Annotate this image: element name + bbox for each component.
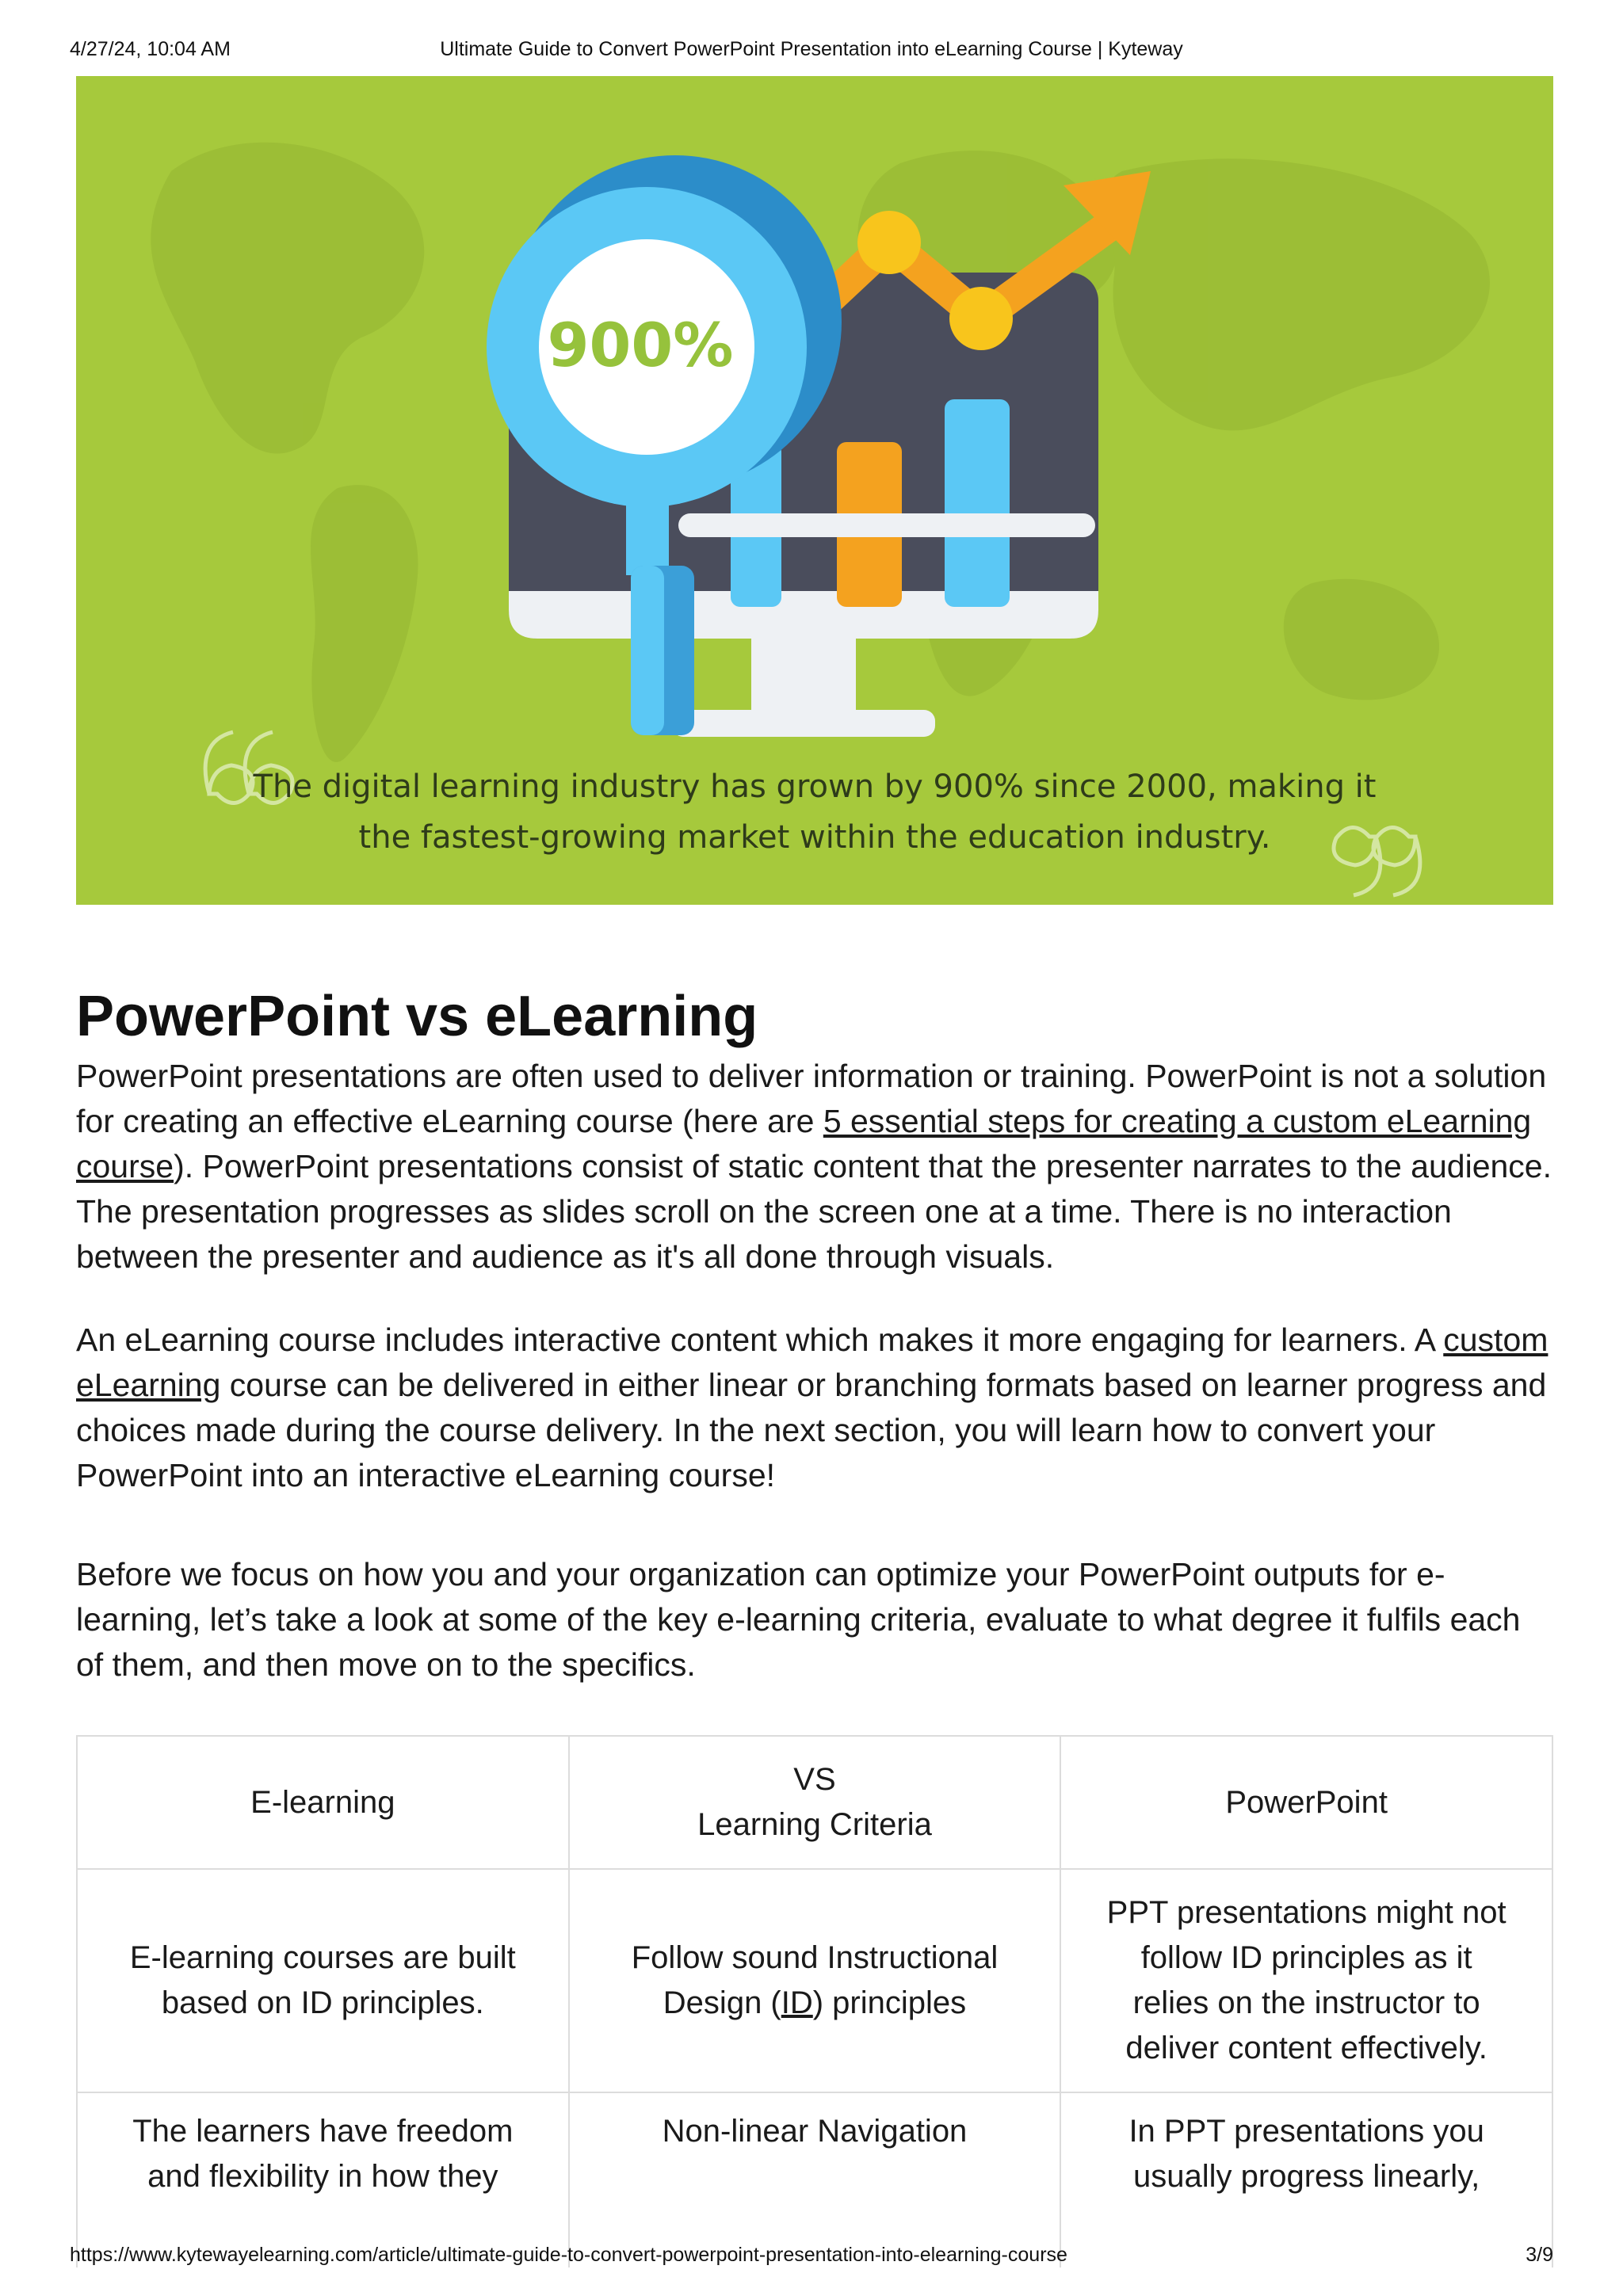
print-footer xyxy=(70,2244,1553,2275)
table-cell: In PPT presentations you usually progress linearly, xyxy=(1060,2092,1552,2267)
table-row xyxy=(77,1869,1552,2092)
header-elearning: E-learning xyxy=(77,1736,569,1869)
paragraph-1 xyxy=(76,1054,1553,1280)
header-powerpoint: PowerPoint xyxy=(1060,1736,1552,1869)
table-cell: Non-linear Navigation xyxy=(569,2092,1061,2267)
table-cell xyxy=(569,1869,1061,2092)
paragraph-2 xyxy=(76,1318,1553,1498)
table-header-row xyxy=(77,1736,1552,1869)
section-heading: PowerPoint vs eLearning xyxy=(76,985,758,1048)
hero-illustration xyxy=(76,76,1553,905)
cell-text-a: Follow sound Instructional Design ( xyxy=(631,1940,999,2020)
article-section xyxy=(76,982,1553,1688)
hero-image xyxy=(76,76,1553,905)
essential-steps-link[interactable]: 5 essential steps for creating a custom eLearning course xyxy=(76,1103,1532,1184)
table-cell: The learners have freedom and flexibility in how they xyxy=(77,2092,569,2267)
custom-elearning-link[interactable]: custom eLearning xyxy=(76,1322,1549,1403)
table-row xyxy=(77,2092,1552,2267)
paragraph-1-text-b: ). PowerPoint presentations consist of static content that the presenter narrates to the audience. The presentation progresses as slides scroll on the screen one at a time. There is no interaction between the presenter and audience as it's all done through visuals. xyxy=(76,1148,1552,1275)
header-vs: VS xyxy=(793,1762,836,1797)
hero-percent: 900% xyxy=(547,310,734,380)
cell-text-b: ) principles xyxy=(812,1985,967,2020)
paragraph-3: Before we focus on how you and your organization can optimize your PowerPoint outputs for e-learning, let’s take a look at some of the key e-learning criteria, evaluate to what degree it fulfils each of them, and then move on to the specifics. xyxy=(76,1556,1521,1683)
quote-mark-icon xyxy=(205,732,1420,895)
print-page-number: 3/9 xyxy=(1526,2244,1553,2266)
paragraph-2-text-b: course can be delivered in either linear or branching formats based on learner progress and choices made during the course delivery. In the next section, you will learn how to convert your PowerPoint into an interactive eLearning course! xyxy=(76,1367,1547,1493)
print-url: https://www.kytewayelearning.com/article/ultimate-guide-to-convert-powerpoint-presentation-into-elearning-course xyxy=(70,2244,1067,2266)
header-criteria xyxy=(569,1736,1061,1869)
print-header xyxy=(70,38,1553,70)
hero-caption-line-1: The digital learning industry has grown by 900% since 2000, making it xyxy=(253,769,1377,805)
table-cell: PPT presentations might not follow ID principles as it relies on the instructor to deliver content effectively. xyxy=(1060,1869,1552,2092)
print-page-title: Ultimate Guide to Convert PowerPoint Presentation into eLearning Course | Kyteway xyxy=(440,38,1183,60)
header-learning-criteria: Learning Criteria xyxy=(697,1807,932,1842)
print-timestamp: 4/27/24, 10:04 AM xyxy=(70,38,231,60)
table-cell: E-learning courses are built based on ID principles. xyxy=(77,1869,569,2092)
paragraph-1-text-a: PowerPoint presentations are often used to deliver information or training. PowerPoint is not a solution for creating an effective eLearning course (here are xyxy=(76,1058,1547,1139)
id-link[interactable]: ID xyxy=(781,1985,813,2020)
comparison-table xyxy=(76,1735,1553,2267)
paragraph-2-text-a: An eLearning course includes interactive content which makes it more engaging for learners. A xyxy=(76,1322,1444,1358)
hero-caption-line-2: the fastest-growing market within the education industry. xyxy=(358,819,1271,856)
